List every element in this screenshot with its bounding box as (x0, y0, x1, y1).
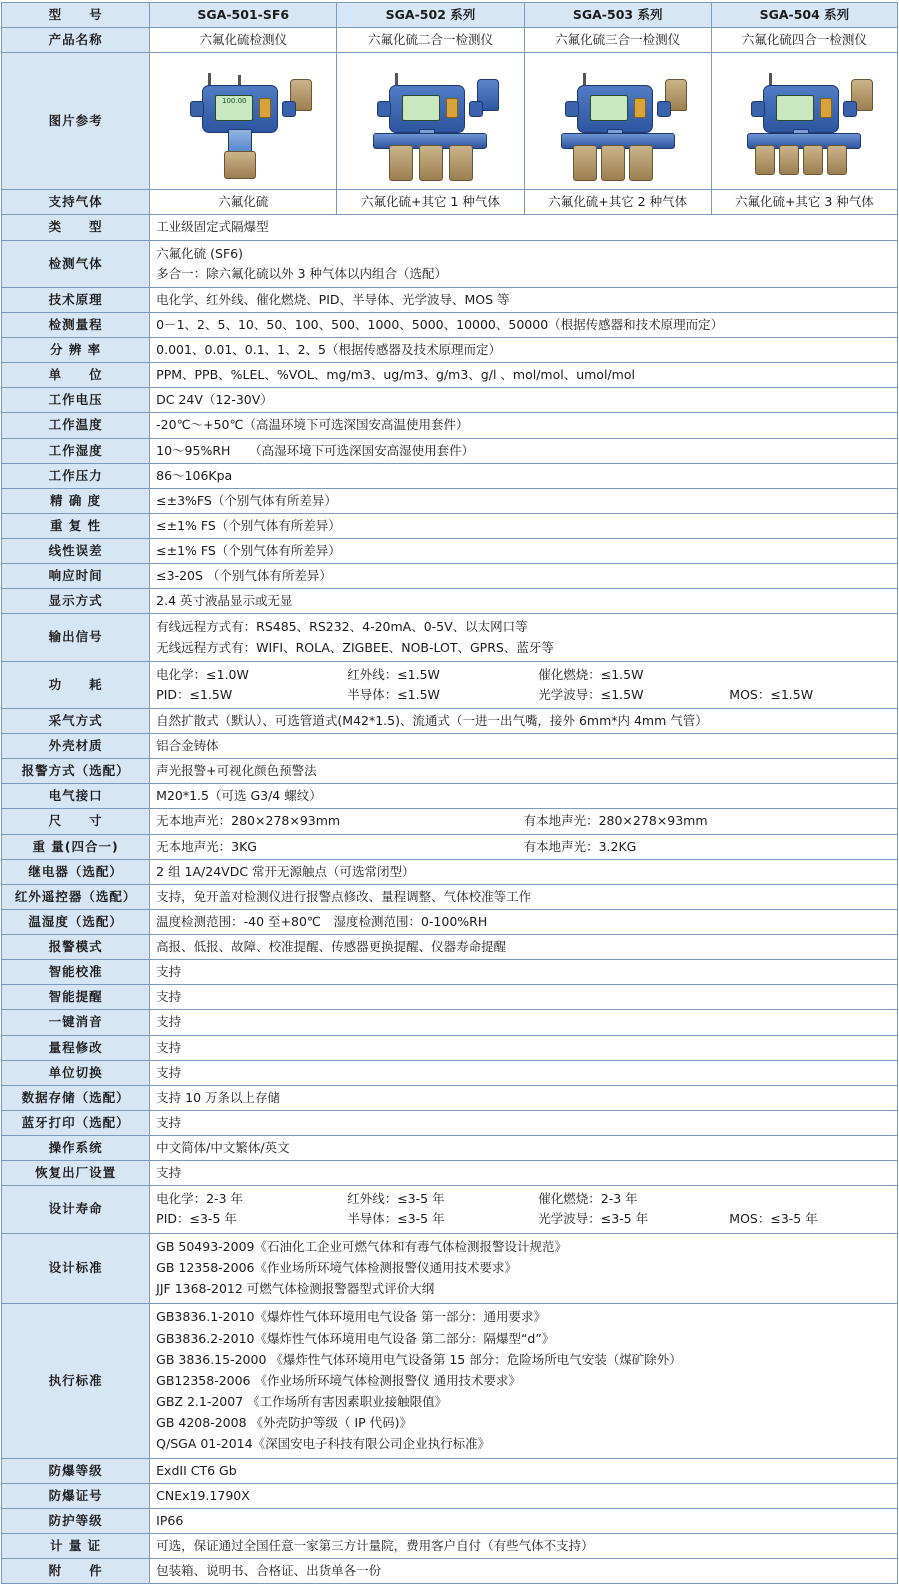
table-row-sampling (2, 708, 898, 733)
row-label-ip-grade: 防护等级 (2, 1509, 150, 1534)
row-value-range: 0－1、2、5、10、50、100、500、1000、5000、10000、50000（根据传感器和技术原理而定） (150, 312, 898, 337)
table-row-bluetooth-print (2, 1110, 898, 1135)
support-gas-2: 六氟化硫+其它 1 种气体 (337, 190, 524, 215)
row-value-smart-reminder: 支持 (150, 985, 898, 1010)
row-value-type: 工业级固定式隔爆型 (150, 215, 898, 240)
table-row-accuracy (2, 488, 898, 513)
power-pid: PID：≤1.5W (156, 686, 233, 702)
size-line (156, 812, 891, 830)
row-value-design-standard (150, 1233, 898, 1303)
exec-standard-item: GB3836.1-2010《爆炸性气体环境用电气设备 第一部分：通用要求》 (156, 1309, 546, 1325)
size-with-alarm: 有本地声光：280×278×93mm (523, 813, 708, 829)
table-row-voltage (2, 388, 898, 413)
product-image-3 (524, 53, 711, 190)
row-value-pressure: 86～106Kpa (150, 463, 898, 488)
row-value-response-time: ≤3-20S （个别气体有所差异） (150, 564, 898, 589)
row-label-type: 类 型 (2, 215, 150, 240)
row-label-detect-gas: 检测气体 (2, 240, 150, 287)
row-value-sampling: 自然扩散式（默认）、可选管道式(M42*1.5)、流通式（一进一出气嘴，接外 6mm*内 4mm 气管） (150, 708, 898, 733)
exec-standard-item: Q/SGA 01-2014《深国安电子科技有限公司企业执行标准》 (156, 1436, 491, 1452)
row-value-accuracy: ≤±3%FS（个别气体有所差异） (150, 488, 898, 513)
table-row-factory-reset (2, 1161, 898, 1186)
weight-with-alarm: 有本地声光：3.2KG (523, 838, 637, 854)
row-value-temperature: -20℃～+50℃（高温环境下可选深国安高温使用套件） (150, 413, 898, 438)
output-signal-wired: 有线远程方式有：RS485、RS232、4-20mA、0-5V、以太网口等 (156, 619, 528, 635)
design-life-line-2 (156, 1209, 891, 1229)
life-electrochemical: 电化学：2-3 年 (156, 1191, 244, 1207)
row-value-alarm-method: 声光报警+可视化颜色预警法 (150, 759, 898, 784)
row-value-housing: 铝合金铸体 (150, 734, 898, 759)
life-pid: PID：≤3-5 年 (156, 1211, 237, 1227)
table-row-smart-reminder (2, 985, 898, 1010)
row-label-response-time: 响应时间 (2, 564, 150, 589)
sensor-can (755, 145, 775, 175)
exec-standard-item: GB 3836.15-2000 《爆炸性气体环境用电气设备第 15 部分：危险场所电气安装（煤矿除外） (156, 1351, 682, 1367)
device-body (389, 85, 465, 133)
table-row-detect-gas (2, 240, 898, 287)
detect-gas-line-1: 六氟化硫 (SF6) (156, 245, 243, 261)
row-value-alarm-mode: 高报、低报、故障、校准提醒、传感器更换提醒、仪器寿命提醒 (150, 935, 898, 960)
product-name-1: 六氟化硫检测仪 (150, 28, 337, 53)
device-screen (215, 95, 253, 121)
device-screen (776, 95, 814, 121)
row-label-ir-remote: 红外遥控器（选配） (2, 884, 150, 909)
row-label-alarm-mode: 报警模式 (2, 935, 150, 960)
table-row-electrical-interface (2, 784, 898, 809)
table-row-range (2, 312, 898, 337)
spec-sheet (0, 2, 899, 1584)
device-drawing-single (168, 59, 318, 183)
row-value-humidity: 10～95%RH （高湿环境下可选深国安高湿使用套件） (150, 438, 898, 463)
table-row-unit-switch (2, 1060, 898, 1085)
row-label-unit: 单 位 (2, 363, 150, 388)
table-row-accessories (2, 1559, 898, 1584)
table-row-design-standard (2, 1233, 898, 1303)
row-label-output-signal: 输出信号 (2, 614, 150, 661)
weight-line (156, 838, 891, 856)
device-drawing-quad (729, 59, 879, 183)
table-row-model (2, 3, 898, 28)
power-line-2 (156, 685, 891, 705)
power-blank (729, 666, 891, 684)
device-knob (446, 98, 458, 118)
mount-bracket-left (190, 101, 204, 117)
power-semiconductor: 半导体：≤1.5W (347, 686, 440, 702)
sensor-can (629, 145, 653, 181)
table-row-output-signal (2, 614, 898, 661)
row-value-bluetooth-print: 支持 (150, 1110, 898, 1135)
row-label-product-name: 产品名称 (2, 28, 150, 53)
row-label-repeatability: 重 复 性 (2, 513, 150, 538)
exec-standard-item: GB12358-2006 《作业场所环境气体检测报警仪 通用技术要求》 (156, 1372, 521, 1388)
mount-bracket-right (843, 101, 857, 117)
life-catalytic: 催化燃烧：2-3 年 (538, 1191, 638, 1207)
row-value-linearity: ≤±1% FS（个别气体有所差异） (150, 539, 898, 564)
row-value-voltage: DC 24V（12-30V） (150, 388, 898, 413)
row-label-smart-reminder: 智能提醒 (2, 985, 150, 1010)
model-1: SGA-501-SF6 (150, 3, 337, 28)
power-optical: 光学波导：≤1.5W (538, 686, 644, 702)
row-label-unit-switch: 单位切换 (2, 1060, 150, 1085)
row-label-resolution: 分 辨 率 (2, 338, 150, 363)
table-row-housing (2, 734, 898, 759)
table-row-resolution (2, 338, 898, 363)
row-value-detect-gas (150, 240, 898, 287)
table-row-alarm-method (2, 759, 898, 784)
row-label-size: 尺 寸 (2, 809, 150, 834)
row-value-os: 中文简体/中文繁体/英文 (150, 1136, 898, 1161)
table-row-support-gas (2, 190, 898, 215)
row-label-temp-humidity-option: 温湿度（选配） (2, 909, 150, 934)
row-value-smart-calibration: 支持 (150, 960, 898, 985)
design-standard-item: JJF 1368-2012 可燃气体检测报警器型式评价大纲 (156, 1281, 435, 1297)
row-label-data-storage: 数据存储（选配） (2, 1085, 150, 1110)
exec-standard-item: GB3836.2-2010《爆炸性气体环境用电气设备 第二部分：隔爆型“d”》 (156, 1330, 555, 1346)
row-value-ex-cert: CNEx19.1790X (150, 1483, 898, 1508)
row-label-humidity: 工作湿度 (2, 438, 150, 463)
row-value-size (150, 809, 898, 834)
model-4: SGA-504 系列 (711, 3, 897, 28)
table-row-unit (2, 363, 898, 388)
mount-bracket-left (565, 101, 579, 117)
row-label-smart-calibration: 智能校准 (2, 960, 150, 985)
mount-bracket-left (377, 101, 391, 117)
design-life-line-1 (156, 1189, 891, 1209)
row-value-exec-standard (150, 1303, 898, 1458)
row-value-unit-switch: 支持 (150, 1060, 898, 1085)
row-label-design-standard: 设计标准 (2, 1233, 150, 1303)
row-label-image-reference: 图片参考 (2, 53, 150, 190)
row-value-factory-reset: 支持 (150, 1161, 898, 1186)
row-label-os: 操作系统 (2, 1136, 150, 1161)
life-infrared: 红外线：≤3-5 年 (347, 1191, 445, 1207)
row-label-electrical-interface: 电气接口 (2, 784, 150, 809)
row-value-unit: PPM、PPB、%LEL、%VOL、mg/m3、ug/m3、g/m3、g/l 、mol/mol、umol/mol (150, 363, 898, 388)
table-row-relay (2, 859, 898, 884)
spec-table (1, 2, 898, 1584)
product-name-2: 六氟化硫二合一检测仪 (337, 28, 524, 53)
row-value-temp-humidity-option: 温度检测范围：-40 至+80℃ 湿度检测范围：0-100%RH (150, 909, 898, 934)
table-row-exec-standard (2, 1303, 898, 1458)
row-label-support-gas: 支持气体 (2, 190, 150, 215)
row-label-linearity: 线性误差 (2, 539, 150, 564)
sensor-can (803, 145, 823, 175)
row-label-accuracy: 精 确 度 (2, 488, 150, 513)
product-image-1 (150, 53, 337, 190)
sensor-can (224, 151, 256, 179)
row-value-accessories: 包装箱、说明书、合格证、出货单各一份 (150, 1559, 898, 1584)
life-optical: 光学波导：≤3-5 年 (538, 1211, 649, 1227)
life-mos: MOS：≤3-5 年 (729, 1211, 818, 1227)
row-value-ex-grade: ExdII CT6 Gb (150, 1458, 898, 1483)
table-row-range-modify (2, 1035, 898, 1060)
row-value-output-signal (150, 614, 898, 661)
size-without-alarm: 无本地声光：280×278×93mm (156, 813, 341, 829)
row-value-ip-grade: IP66 (150, 1509, 898, 1534)
table-row-ex-grade (2, 1458, 898, 1483)
row-label-ex-grade: 防爆等级 (2, 1458, 150, 1483)
table-row-design-life (2, 1186, 898, 1233)
row-label-range-modify: 量程修改 (2, 1035, 150, 1060)
power-catalytic: 催化燃烧：≤1.5W (538, 666, 644, 682)
row-label-accessories: 附 件 (2, 1559, 150, 1584)
row-value-electrical-interface: M20*1.5（可选 G3/4 螺纹） (150, 784, 898, 809)
row-label-model: 型 号 (2, 3, 150, 28)
detect-gas-line-2: 多合一：除六氟化硫以外 3 种气体以内组合（选配） (156, 265, 448, 281)
row-label-factory-reset: 恢复出厂设置 (2, 1161, 150, 1186)
row-value-power (150, 661, 898, 708)
row-label-pressure: 工作压力 (2, 463, 150, 488)
table-row-mute (2, 1010, 898, 1035)
row-label-mute: 一键消音 (2, 1010, 150, 1035)
table-row-size (2, 809, 898, 834)
row-value-range-modify: 支持 (150, 1035, 898, 1060)
table-row-humidity (2, 438, 898, 463)
row-value-principle: 电化学、红外线、催化燃烧、PID、半导体、光学波导、MOS 等 (150, 287, 898, 312)
row-value-repeatability: ≤±1% FS（个别气体有所差异） (150, 513, 898, 538)
power-electrochemical: 电化学：≤1.0W (156, 666, 249, 682)
table-row-type (2, 215, 898, 240)
weight-without-alarm: 无本地声光：3KG (156, 838, 257, 854)
design-standard-item: GB 50493-2009《石油化工企业可燃气体和有毒气体检测报警设计规范》 (156, 1239, 567, 1254)
row-value-mute: 支持 (150, 1010, 898, 1035)
device-screen (590, 95, 628, 121)
table-row-os (2, 1136, 898, 1161)
life-blank (729, 1190, 891, 1208)
device-body (577, 85, 653, 133)
device-drawing-dual (355, 59, 505, 183)
row-label-temperature: 工作温度 (2, 413, 150, 438)
output-signal-wireless: 无线远程方式有：WIFI、ROLA、ZIGBEE、NOB-LOT、GPRS、蓝牙等 (156, 639, 554, 655)
table-row-ip-grade (2, 1509, 898, 1534)
row-value-relay: 2 组 1A/24VDC 常开无源触点（可选常闭型） (150, 859, 898, 884)
table-row-product-name (2, 28, 898, 53)
row-label-voltage: 工作电压 (2, 388, 150, 413)
row-value-display: 2.4 英寸液晶显示或无显 (150, 589, 898, 614)
table-row-temperature (2, 413, 898, 438)
table-row-temp-humidity-option (2, 909, 898, 934)
device-knob (634, 98, 646, 118)
row-label-display: 显示方式 (2, 589, 150, 614)
table-row-principle (2, 287, 898, 312)
table-row-smart-calibration (2, 960, 898, 985)
device-drawing-triple (543, 59, 693, 183)
row-label-housing: 外壳材质 (2, 734, 150, 759)
model-3: SGA-503 系列 (524, 3, 711, 28)
exec-standard-item: GB 4208-2008 《外壳防护等级（ IP 代码)》 (156, 1415, 413, 1430)
sensor-can (601, 145, 625, 181)
mount-bracket-right (282, 101, 296, 117)
table-row-display (2, 589, 898, 614)
table-row-linearity (2, 539, 898, 564)
sensor-can (573, 145, 597, 181)
row-label-alarm-method: 报警方式（选配） (2, 759, 150, 784)
exec-standard-item: GBZ 2.1-2007 《工作场所有害因素职业接触限值》 (156, 1393, 448, 1409)
row-label-weight: 重 量(四合一) (2, 834, 150, 859)
support-gas-3: 六氟化硫+其它 2 种气体 (524, 190, 711, 215)
product-image-4 (711, 53, 897, 190)
row-value-data-storage: 支持 10 万条以上存储 (150, 1085, 898, 1110)
support-gas-4: 六氟化硫+其它 3 种气体 (711, 190, 897, 215)
table-row-data-storage (2, 1085, 898, 1110)
sensor-can (389, 145, 413, 181)
sensor-can (827, 145, 847, 175)
row-value-design-life (150, 1186, 898, 1233)
row-label-exec-standard: 执行标准 (2, 1303, 150, 1458)
life-semiconductor: 半导体：≤3-5 年 (347, 1211, 445, 1227)
screen-value: 100.00 (222, 97, 247, 106)
table-row-repeatability (2, 513, 898, 538)
power-line-1 (156, 665, 891, 685)
product-name-3: 六氟化硫三合一检测仪 (524, 28, 711, 53)
device-knob (820, 98, 832, 118)
row-value-weight (150, 834, 898, 859)
table-row-ir-remote (2, 884, 898, 909)
sensor-can (449, 145, 473, 181)
row-value-ir-remote: 支持，免开盖对检测仪进行报警点修改、量程调整、气体校准等工作 (150, 884, 898, 909)
row-label-metrology-cert: 计 量 证 (2, 1534, 150, 1559)
mount-bracket-right (469, 101, 483, 117)
table-row-response-time (2, 564, 898, 589)
table-row-weight (2, 834, 898, 859)
row-label-power: 功 耗 (2, 661, 150, 708)
mount-bracket-left (751, 101, 765, 117)
mount-bracket-right (657, 101, 671, 117)
sensor-can (779, 145, 799, 175)
table-row-power (2, 661, 898, 708)
device-body (763, 85, 839, 133)
row-label-range: 检测量程 (2, 312, 150, 337)
power-mos: MOS：≤1.5W (729, 686, 814, 702)
product-image-2 (337, 53, 524, 190)
model-2: SGA-502 系列 (337, 3, 524, 28)
table-row-alarm-mode (2, 935, 898, 960)
sensor-can (419, 145, 443, 181)
row-value-metrology-cert: 可选，保证通过全国任意一家第三方计量院，费用客户自付（有些气体不支持） (150, 1534, 898, 1559)
row-label-design-life: 设计寿命 (2, 1186, 150, 1233)
device-knob (259, 98, 271, 118)
design-standard-item: GB 12358-2006《作业场所环境气体检测报警仪通用技术要求》 (156, 1260, 517, 1276)
support-gas-1: 六氟化硫 (150, 190, 337, 215)
row-label-principle: 技术原理 (2, 287, 150, 312)
row-label-sampling: 采气方式 (2, 708, 150, 733)
device-body (202, 85, 278, 133)
device-screen (402, 95, 440, 121)
table-row-image-reference (2, 53, 898, 190)
table-row-pressure (2, 463, 898, 488)
power-infrared: 红外线：≤1.5W (347, 666, 440, 682)
row-label-ex-cert: 防爆证号 (2, 1483, 150, 1508)
row-label-bluetooth-print: 蓝牙打印（选配） (2, 1110, 150, 1135)
product-name-4: 六氟化硫四合一检测仪 (711, 28, 897, 53)
table-row-metrology-cert (2, 1534, 898, 1559)
table-row-ex-cert (2, 1483, 898, 1508)
row-label-relay: 继电器（选配） (2, 859, 150, 884)
row-value-resolution: 0.001、0.01、0.1、1、2、5（根据传感器及技术原理而定） (150, 338, 898, 363)
